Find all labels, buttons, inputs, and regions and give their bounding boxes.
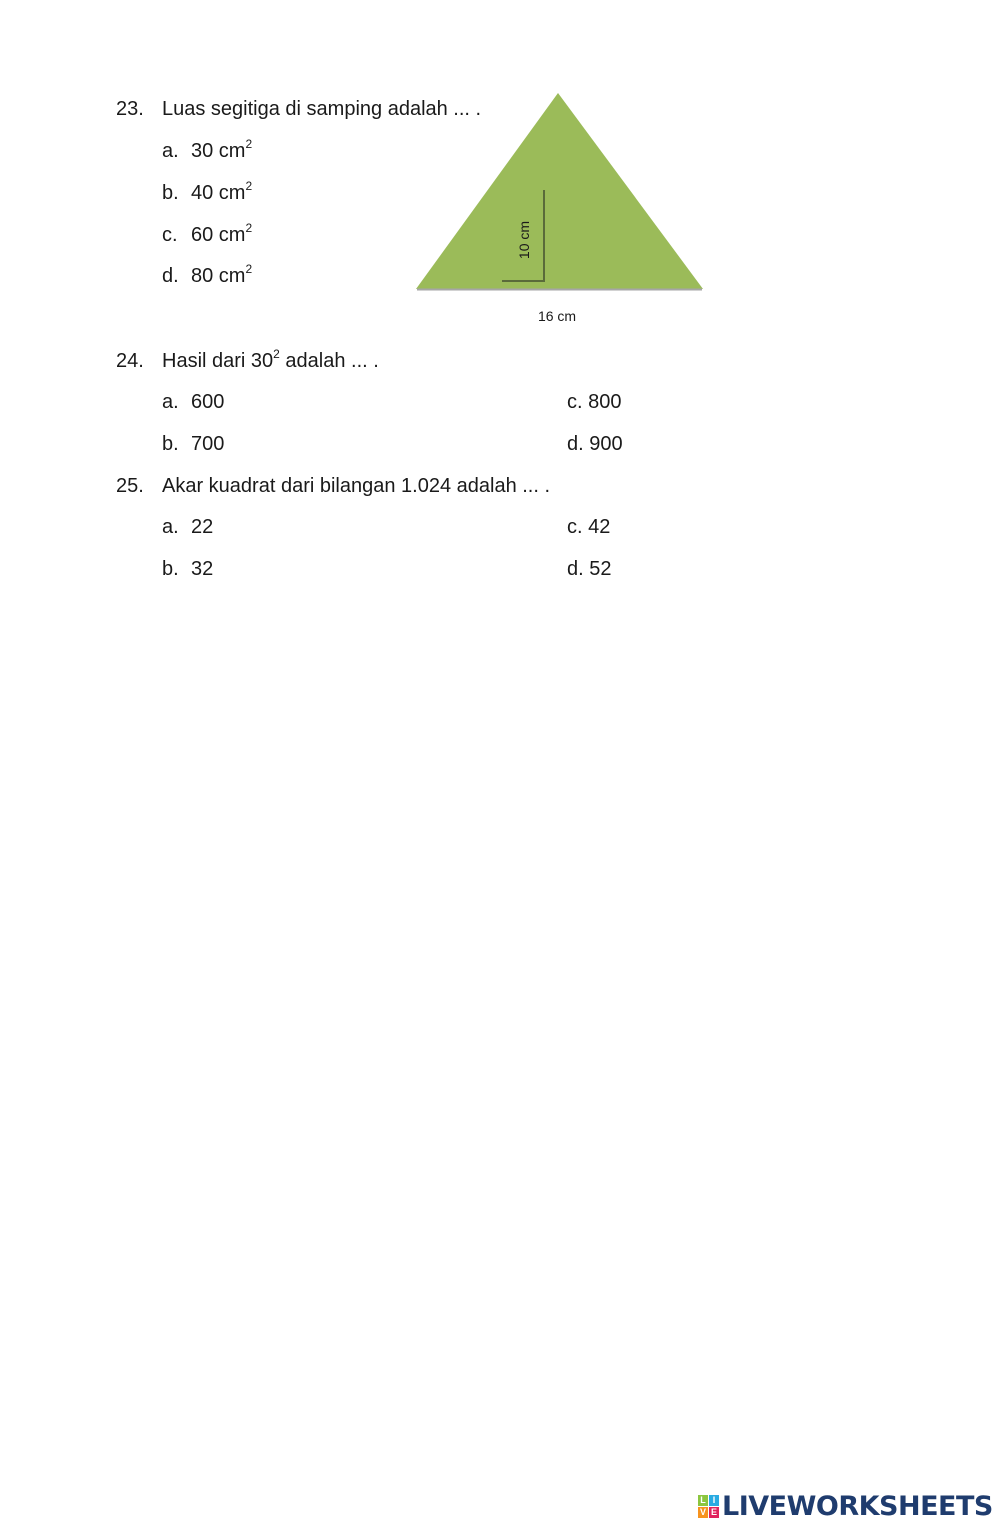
question-text: Akar kuadrat dari bilangan 1.024 adalah ... . [162, 475, 551, 497]
option-value: 22 [191, 516, 214, 538]
option-item: d. 52 [567, 558, 612, 580]
option-value: 40 $cm^2$ [191, 179, 253, 204]
option-value: 80 $cm^2$ [191, 262, 253, 287]
question-text: Hasil dari $30^2$ adalah ... . [162, 347, 379, 372]
option-value: 700 [191, 433, 225, 455]
option-letter: b. [162, 558, 179, 580]
height-label: 10 cm [516, 220, 532, 260]
question-number: 25. [116, 475, 144, 497]
option-letter: a. [162, 140, 179, 162]
logo-mark-icon: L I V E [699, 1494, 717, 1517]
option-value: 600 [191, 391, 225, 413]
option-letter: c. [162, 224, 178, 246]
option-value: 60 $cm^2$ [191, 221, 253, 246]
option-value: 30 $cm^2$ [191, 137, 253, 162]
option-item: d. 900 [567, 433, 623, 455]
option-letter: a. [162, 391, 179, 413]
logo-text: LIVEWORKSHEETS [722, 1490, 993, 1522]
option-letter: b. [162, 182, 179, 204]
question-number: 23. [116, 98, 144, 120]
triangle-figure [0, 0, 1000, 340]
triangle-shape [416, 93, 703, 289]
option-item: c. 42 [567, 516, 611, 538]
option-letter: d. [162, 265, 179, 287]
liveworksheets-logo[interactable] [698, 1492, 993, 1520]
option-item: c. 800 [567, 391, 622, 413]
option-letter: b. [162, 433, 179, 455]
question-number: 24. [116, 350, 144, 372]
question-text: Luas segitiga di samping adalah ... . [162, 98, 482, 120]
option-value: 32 [191, 558, 214, 580]
option-letter: a. [162, 516, 179, 538]
base-label: 16 cm [537, 308, 577, 324]
